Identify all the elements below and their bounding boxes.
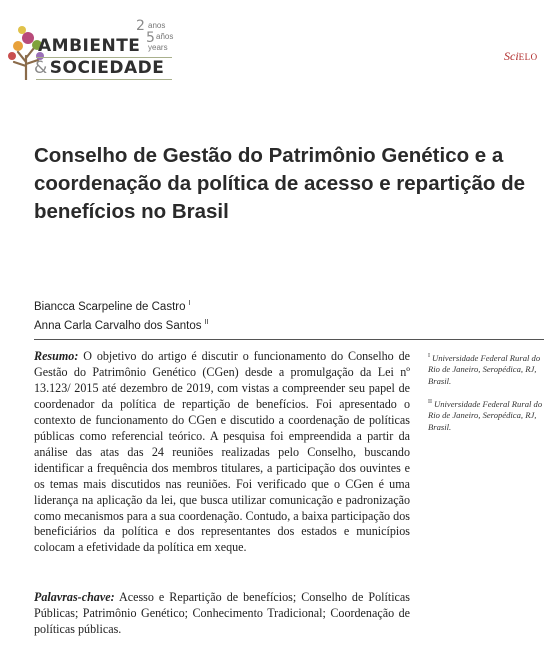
anniversary-digit-2: 2 [136,18,145,34]
affiliation-text: Universidade Federal Rural do Rio de Janeiro, Seropédica, RJ, Brasil. [428,398,543,432]
scielo-logo [504,49,538,64]
journal-header [0,0,555,90]
keywords-text: Acesso e Repartição de benefícios; Conselho de Políticas Públicas; Patrimônio Genético; Conhecimento Tradicional; Coordenação de políticas públicas. [34,590,410,636]
keywords [34,590,410,638]
brand-divider-bottom [36,79,172,80]
journal-ampersand: & [34,58,48,78]
anniversary-word-anos-es: años [156,32,174,41]
anniversary-word-anos: anos [148,21,166,30]
affiliation-2 [428,397,546,433]
journal-name-line2 [34,58,164,78]
journal-name-sociedade: SOCIEDADE [49,58,165,78]
scielo-prefix: Sci [504,49,519,63]
anniversary-word-years: years [148,43,168,52]
abstract-label: Resumo: [34,349,79,363]
affiliation-mark: I [428,353,430,359]
abstract-text: O objetivo do artigo é discutir o funcionamento do Conselho de Gestão do Patrimônio Genético (CGen) desde a promulgação da Lei nº 13.123/ 2015 até dezembro de 2019, com vistas a compreender seu papel de coordenador da política de repartição de benefícios. Foi apresentado o contexto de funcionamento do CGen e discutido a coordenação de políticas públicas como referencial teórico. A pesquisa foi empreendida a partir da análise das atas das 24 reuniões realizadas pelo Conselho, buscando identificar a frequência dos membros titulares, a participação dos ouvintes e os temas mais discutidos nas reuniões. Foi verificado que o CGen é uma liderança na aplicação da lei, que busca utilizar comunicação e padronização como mecanismos para a sua coordenação. Contudo, a baixa participação dos beneficiários da política e dos representantes dos estados e municípios colocam a efetividade da política em xeque. [34,349,410,555]
author-mark: II [204,318,209,326]
author-name: Biancca Scarpeline de Castro [34,300,186,313]
affiliation-text: Universidade Federal Rural do Rio de Janeiro, Seropédica, RJ, Brasil. [428,352,541,386]
article-title: Conselho de Gestão do Patrimônio Genético e a coordenação da política de acesso e repartição de benefícios no Brasil [34,144,526,223]
author-2 [34,315,208,334]
scielo-suffix: ELO [518,52,538,62]
author-name: Anna Carla Carvalho dos Santos [34,319,202,332]
author-mark: I [188,300,191,307]
journal-name-line1: AMBIENTE [38,36,141,56]
affiliation-mark: II [428,399,432,405]
anniversary-digit-5: 5 [146,30,155,46]
section-divider [34,339,544,340]
keywords-label: Palavras-chave: [34,590,115,604]
author-1 [34,296,208,315]
anniversary-badge [136,18,196,54]
affiliation-1 [428,351,546,387]
abstract [34,349,410,556]
author-list [34,296,208,334]
